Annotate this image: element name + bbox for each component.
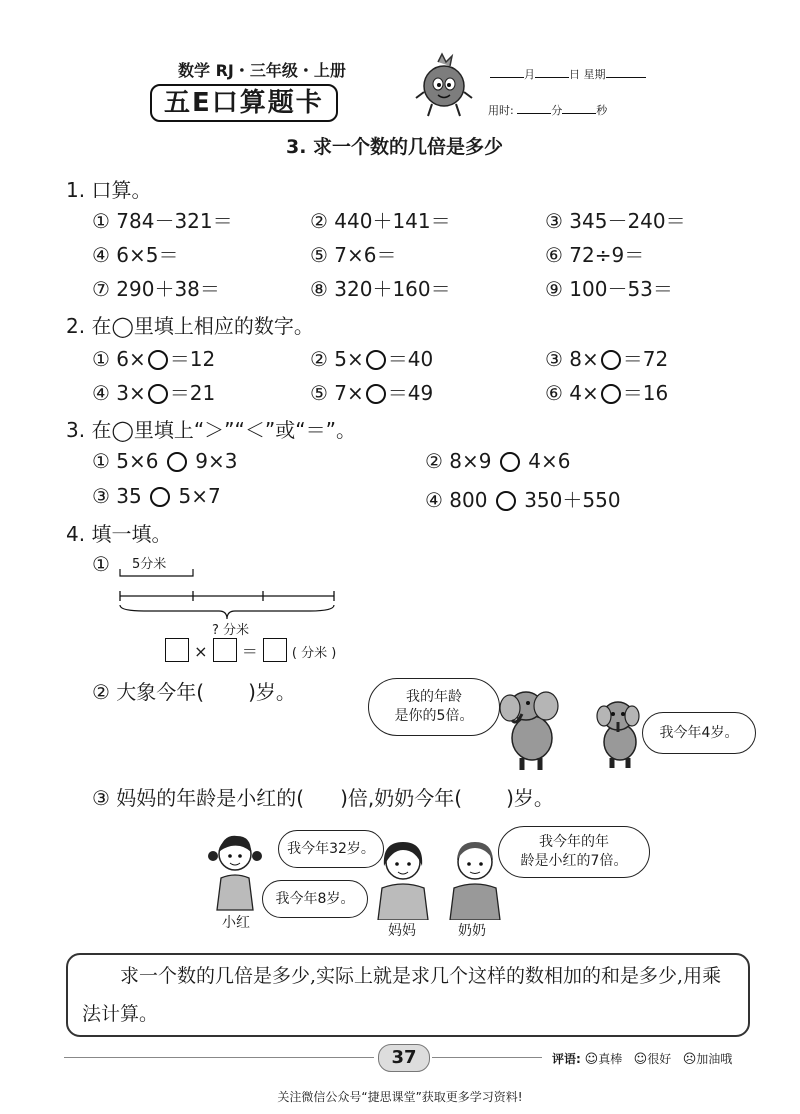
- q2-item: ② 5× ＝40: [310, 347, 434, 371]
- lesson-title: 3. 求一个数的几倍是多少: [286, 136, 504, 158]
- divider-left: [64, 1057, 374, 1058]
- q1-title: 1. 口算。: [66, 178, 152, 202]
- q4-p1-num: ①: [92, 552, 110, 576]
- day-blank[interactable]: [535, 77, 569, 78]
- q2-item: ④ 3× ＝21: [92, 381, 216, 405]
- q2-item: ⑤ 7× ＝49: [310, 381, 434, 405]
- sad-face-icon[interactable]: ☹: [682, 1052, 697, 1067]
- girl-xiaohong-illustration: [205, 830, 267, 912]
- answer-circle[interactable]: [366, 350, 386, 370]
- speech-bubble-mom: 我今年32岁。: [278, 830, 384, 868]
- page-number: 37: [378, 1044, 430, 1072]
- compare-circle[interactable]: [150, 487, 170, 507]
- baby-elephant-illustration: [592, 696, 646, 770]
- speech-bubble-grandma: 我今年的年 龄是小红的7倍。: [498, 826, 650, 878]
- divider-right: [432, 1057, 542, 1058]
- big-elephant-illustration: [492, 686, 572, 774]
- q1-item[interactable]: ② 440＋141＝: [310, 209, 451, 233]
- q3-title: 3. 在◯里填上“＞”“＜”或“＝”。: [66, 418, 356, 442]
- q4-title: 4. 填一填。: [66, 522, 172, 546]
- total-label: ? 分米: [212, 623, 250, 638]
- evaluation-row: 评语: ☺真棒 ☺很好 ☹加油哦: [552, 1052, 733, 1067]
- answer-circle[interactable]: [601, 384, 621, 404]
- q1-item[interactable]: ⑥ 72÷9＝: [545, 243, 645, 267]
- answer-circle[interactable]: [148, 350, 168, 370]
- answer-circle[interactable]: [366, 384, 386, 404]
- q1-item[interactable]: ③ 345－240＝: [545, 209, 686, 233]
- answer-circle[interactable]: [148, 384, 168, 404]
- smile-icon[interactable]: ☺: [633, 1052, 648, 1067]
- answer-circle[interactable]: [601, 350, 621, 370]
- summary-box: 求一个数的几倍是多少,实际上就是求几个这样的数相加的和是多少,用乘法计算。: [66, 953, 750, 1037]
- q2-item: ③ 8× ＝72: [545, 347, 669, 371]
- q1-item[interactable]: ④ 6×5＝: [92, 243, 179, 267]
- mascot-illustration: [412, 52, 476, 120]
- q4-p2-question: ② 大象今年( )岁。: [92, 680, 296, 704]
- q2-item: ① 6× ＝12: [92, 347, 216, 371]
- name-grandma: 奶奶: [458, 923, 486, 939]
- q3-item: ③ 35 5×7: [92, 484, 221, 508]
- date-fields: 月 日 星期: [490, 66, 646, 82]
- q3-item: ④ 800 350＋550: [425, 488, 621, 512]
- segment-diagram: [114, 565, 344, 623]
- footer-note: 关注微信公众号“捷思课堂”获取更多学习资料!: [277, 1090, 523, 1104]
- card-title: 五E口算题卡: [150, 84, 338, 122]
- q3-item: ① 5×6 9×3: [92, 449, 238, 473]
- segment-label: 5分米: [132, 557, 167, 572]
- name-mom: 妈妈: [388, 923, 416, 939]
- smile-icon[interactable]: ☺: [584, 1052, 599, 1067]
- mom-illustration: [370, 836, 436, 920]
- answer-box[interactable]: [213, 638, 237, 662]
- compare-circle[interactable]: [167, 452, 187, 472]
- answer-box[interactable]: [263, 638, 287, 662]
- q1-item[interactable]: ① 784－321＝: [92, 209, 233, 233]
- speech-bubble-baby-elephant: 我今年4岁。: [642, 712, 756, 754]
- q3-item: ② 8×9 4×6: [425, 449, 571, 473]
- q1-item[interactable]: ⑧ 320＋160＝: [310, 277, 451, 301]
- q1-item[interactable]: ⑨ 100－53＝: [545, 277, 673, 301]
- answer-box[interactable]: [165, 638, 189, 662]
- name-xiaohong: 小红: [222, 915, 250, 931]
- q1-item[interactable]: ⑦ 290＋38＝: [92, 277, 220, 301]
- time-fields: 用时: 分 秒: [488, 104, 608, 117]
- weekday-blank[interactable]: [606, 77, 646, 78]
- speech-bubble-elephant: 我的年龄 是你的5倍。: [368, 678, 500, 736]
- compare-circle[interactable]: [500, 452, 520, 472]
- speech-bubble-girl: 我今年8岁。: [262, 880, 368, 918]
- q4-p3-question: ③ 妈妈的年龄是小红的( )倍,奶奶今年( )岁。: [92, 786, 554, 810]
- month-blank[interactable]: [490, 77, 524, 78]
- minute-blank[interactable]: [517, 113, 551, 114]
- q2-item: ⑥ 4× ＝16: [545, 381, 669, 405]
- q4-p1-equation: × ＝ ( 分米 ): [165, 638, 336, 662]
- subject-label: 数学 RJ・三年级・上册: [178, 61, 346, 80]
- q2-title: 2. 在◯里填上相应的数字。: [66, 314, 314, 338]
- q1-item[interactable]: ⑤ 7×6＝: [310, 243, 397, 267]
- compare-circle[interactable]: [496, 491, 516, 511]
- second-blank[interactable]: [562, 113, 596, 114]
